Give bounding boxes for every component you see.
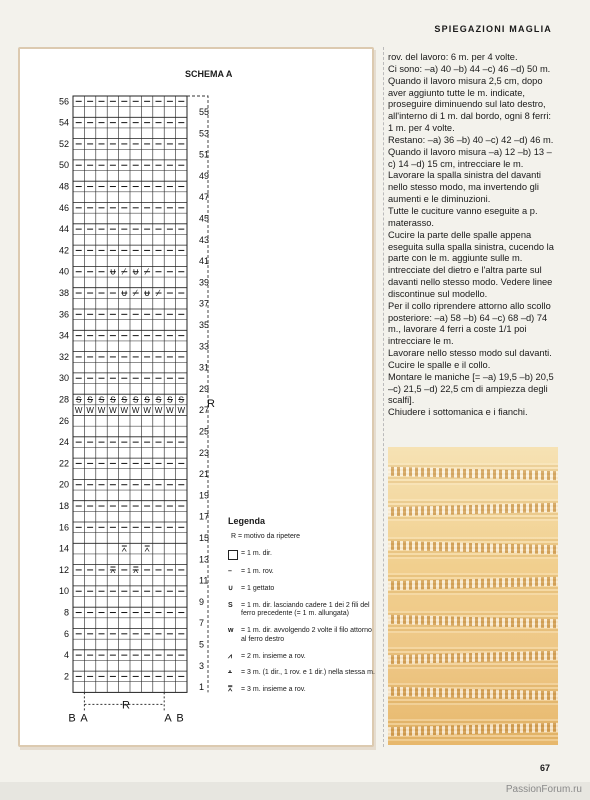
instruction-paragraph: Per il collo riprendere attorno allo scollo posteriore: –a) 58 –b) 64 –c) 68 –d) 74 m., lavorare 4 ferri a coste 1/1 poi intrecciare le m.	[388, 300, 551, 347]
row-number-right: 5	[199, 639, 205, 650]
row-number-right: 23	[199, 447, 210, 458]
row-number-left: 10	[58, 586, 69, 597]
instruction-paragraph: Restano: –a) 36 –b) 40 –c) 42 –d) 46 m.	[388, 134, 554, 145]
cluster-symbol: ⩞	[132, 564, 139, 575]
legend-item	[228, 550, 378, 560]
row-number-left: 42	[58, 245, 69, 256]
instruction-paragraph: Ci sono: –a) 40 –b) 44 –c) 46 –d) 50 m.	[388, 63, 551, 74]
row-number-right: 31	[199, 362, 210, 373]
row-number-left: 26	[58, 415, 69, 426]
row-number-left: 56	[58, 96, 69, 107]
row-number-left: 34	[58, 330, 69, 341]
instruction-paragraph: Lavorare nello stesso modo sul davanti.	[388, 348, 552, 359]
legend-text: = 1 m. dir.	[241, 550, 272, 557]
row-number-right: 53	[199, 128, 210, 139]
legend-item	[228, 602, 378, 620]
repeat-bracket-right	[187, 96, 208, 692]
row-number-right: 19	[199, 490, 210, 501]
row-number-left: 4	[63, 650, 69, 661]
stitch-symbol: S	[178, 395, 184, 405]
stitch-symbol: S	[144, 395, 150, 405]
legend-item	[228, 568, 378, 577]
row-number-left: 50	[58, 160, 69, 171]
yarn-over-symbol: ∪	[132, 266, 139, 277]
legend-text: = 2 m. insieme a rov.	[241, 652, 306, 660]
row-number-left: 38	[58, 288, 69, 299]
decrease-symbol: ∕	[146, 266, 148, 277]
legend-symbol	[228, 550, 238, 560]
row-number-right: 27	[199, 405, 210, 416]
row-number-right: 25	[199, 426, 210, 437]
instruction-paragraph: Tutte le cuciture vanno eseguite a p. materasso.	[388, 205, 538, 228]
row-number-left: 32	[58, 351, 69, 362]
legend-symbol: S	[228, 601, 233, 609]
row-number-left: 8	[63, 607, 69, 618]
stitch-symbol: W	[177, 406, 186, 416]
legend-text: = 3 m. (1 dir., 1 rov. e 1 dir.) nella stessa m.	[241, 669, 375, 677]
row-number-right: 3	[199, 660, 205, 671]
row-number-right: 17	[199, 511, 210, 522]
legend-text: = 1 gettato	[241, 584, 275, 592]
stitch-symbol: S	[76, 395, 82, 405]
row-number-right: 39	[199, 277, 210, 288]
legend-text: R = motivo da ripetere	[231, 533, 301, 541]
row-number-right: 35	[199, 319, 210, 330]
cluster-symbol: ⩞	[110, 564, 116, 575]
row-number-right: 15	[199, 532, 210, 543]
stitch-symbol: S	[110, 395, 116, 405]
row-number-right: 37	[199, 298, 210, 309]
instruction-paragraph: Lavorare la spalla sinistra del davanti nello stesso modo, ma invertendo gli aumenti e le diminuzioni.	[388, 170, 541, 205]
cluster-symbol: ⩞	[144, 543, 150, 554]
instruction-paragraph: Quando il lavoro misura –a) 12 –b) 13 –c) 14 –d) 15 cm, intrecciare le m.	[388, 146, 552, 169]
row-number-left: 36	[58, 309, 69, 320]
row-number-left: 18	[58, 501, 69, 512]
bottom-label-r: R	[122, 699, 130, 712]
legend-text: = 3 m. insieme a rov.	[241, 686, 306, 693]
row-number-left: 22	[58, 458, 69, 469]
column-divider	[383, 47, 384, 747]
legend-title: Legenda	[228, 516, 266, 526]
legend-item	[228, 669, 378, 678]
legend-text: = 1 m. rov.	[241, 568, 274, 575]
instruction-paragraph: Chiudere i sottomanica e i fianchi.	[388, 407, 528, 418]
row-number-right: 13	[199, 554, 210, 565]
instructions-text	[388, 52, 556, 419]
legend-text: = 1 m. dir. lasciando cadere 1 dei 2 fili del ferro precedente (= 1 m. allungata)	[241, 601, 370, 618]
knit-swatch-photo	[388, 447, 558, 745]
row-number-left: 14	[58, 543, 69, 554]
row-number-right: 51	[199, 149, 210, 160]
row-number-left: 48	[58, 181, 69, 192]
bottom-label-a-right: A	[164, 712, 172, 725]
row-number-right: 33	[199, 341, 210, 352]
legend	[228, 516, 378, 703]
stitch-symbol: W	[74, 406, 83, 416]
repeat-label-right: R	[207, 398, 215, 410]
decrease-symbol: ∕	[123, 266, 126, 277]
watermark: PassionForum.ru	[505, 784, 582, 795]
row-number-left: 40	[58, 266, 69, 277]
row-number-left: 12	[58, 564, 69, 575]
stitch-symbol: W	[166, 406, 174, 416]
stitch-symbol: W	[86, 406, 94, 416]
legend-item	[228, 585, 378, 594]
stitch-symbol: S	[133, 395, 139, 405]
legend-text: = 1 m. dir. avvolgendo 2 volte il filo attorno al ferro destro	[241, 627, 372, 643]
legend-symbol: ∪	[228, 584, 234, 592]
legend-symbol: ⩞	[228, 686, 233, 693]
page-number: 67	[540, 763, 551, 773]
stitch-symbol: W	[131, 406, 140, 416]
stitch-symbol: W	[154, 406, 163, 416]
stitch-symbol: S	[121, 395, 127, 405]
footer-bar	[0, 782, 590, 800]
row-number-right: 49	[199, 170, 210, 181]
row-number-left: 16	[58, 522, 69, 533]
legend-symbol: ⩡	[228, 669, 232, 677]
stitch-symbol: S	[167, 395, 173, 405]
row-number-left: 30	[58, 373, 69, 384]
page-header-title: SPIEGAZIONI MAGLIA	[434, 24, 552, 34]
instruction-paragraph: Cucire le spalle e il collo.	[388, 359, 491, 370]
cluster-symbol: ⩞	[121, 543, 128, 554]
bottom-label-b-right: B	[176, 712, 184, 725]
yarn-over-symbol: ∪	[109, 266, 117, 277]
row-number-right: 11	[199, 575, 209, 586]
row-number-left: 52	[58, 138, 69, 149]
legend-symbol: –	[228, 568, 232, 575]
row-number-right: 7	[199, 618, 205, 629]
decrease-symbol: ∕	[134, 288, 137, 299]
row-number-left: 2	[63, 671, 69, 682]
instruction-paragraph: Quando il lavoro misura 2,5 cm, dopo aver aggiunto tutte le m. indicate, proseguire diminuendo sul lato destro, all'interno di 1 m. dal bordo, ogni 8 ferri: 1 m. per 4 volte.	[388, 75, 552, 134]
decrease-symbol: ∕	[157, 288, 160, 299]
bottom-label-a: A	[80, 712, 88, 725]
row-number-left: 46	[58, 202, 69, 213]
stitch-symbol: W	[97, 406, 106, 416]
row-number-right: 43	[199, 234, 210, 245]
legend-item	[228, 627, 378, 645]
row-number-right: 47	[199, 192, 210, 203]
stitch-symbol: S	[87, 395, 93, 405]
stitch-symbol: W	[143, 406, 151, 416]
stitch-symbol: S	[155, 395, 162, 405]
yarn-over-symbol: ∪	[121, 288, 128, 299]
legend-symbol: ⩘	[228, 652, 232, 660]
row-number-right: 1	[199, 682, 205, 693]
row-number-right: 41	[199, 256, 210, 267]
row-number-right: 29	[199, 383, 210, 394]
legend-item	[228, 533, 378, 542]
instruction-paragraph: Montare le maniche [= –a) 19,5 –b) 20,5 –c) 21,5 –d) 22,5 cm di ampiezza degli scalfi].	[388, 371, 554, 406]
row-number-left: 44	[58, 224, 69, 235]
row-number-right: 9	[199, 596, 205, 607]
instruction-paragraph: Cucire la parte delle spalle appena eseguita sulla spalla sinistra, cucendo la parte con le m. aggiunte sulle m. intrecciate del dietro e l'altra parte sul davanti nello stesso modo. Vedere linee discontinue sul modello.	[388, 229, 554, 299]
stitch-symbol: W	[109, 406, 117, 416]
legend-item	[228, 686, 378, 695]
stitch-symbol: S	[98, 395, 105, 405]
bottom-label-b: B	[68, 712, 76, 725]
stitch-symbol: W	[120, 406, 129, 416]
row-number-left: 24	[58, 437, 69, 448]
row-number-left: 20	[58, 479, 69, 490]
row-number-left: 54	[58, 117, 69, 128]
row-number-right: 55	[199, 106, 210, 117]
instruction-paragraph: rov. del lavoro: 6 m. per 4 volte.	[388, 52, 518, 62]
legend-item	[228, 653, 378, 662]
yarn-over-symbol: ∪	[143, 288, 151, 299]
row-number-left: 6	[63, 628, 69, 639]
row-number-left: 28	[58, 394, 69, 405]
row-number-right: 21	[199, 469, 210, 480]
legend-symbol: w	[228, 627, 234, 634]
schema-title: SCHEMA A	[185, 69, 233, 79]
row-number-right: 45	[199, 213, 210, 224]
